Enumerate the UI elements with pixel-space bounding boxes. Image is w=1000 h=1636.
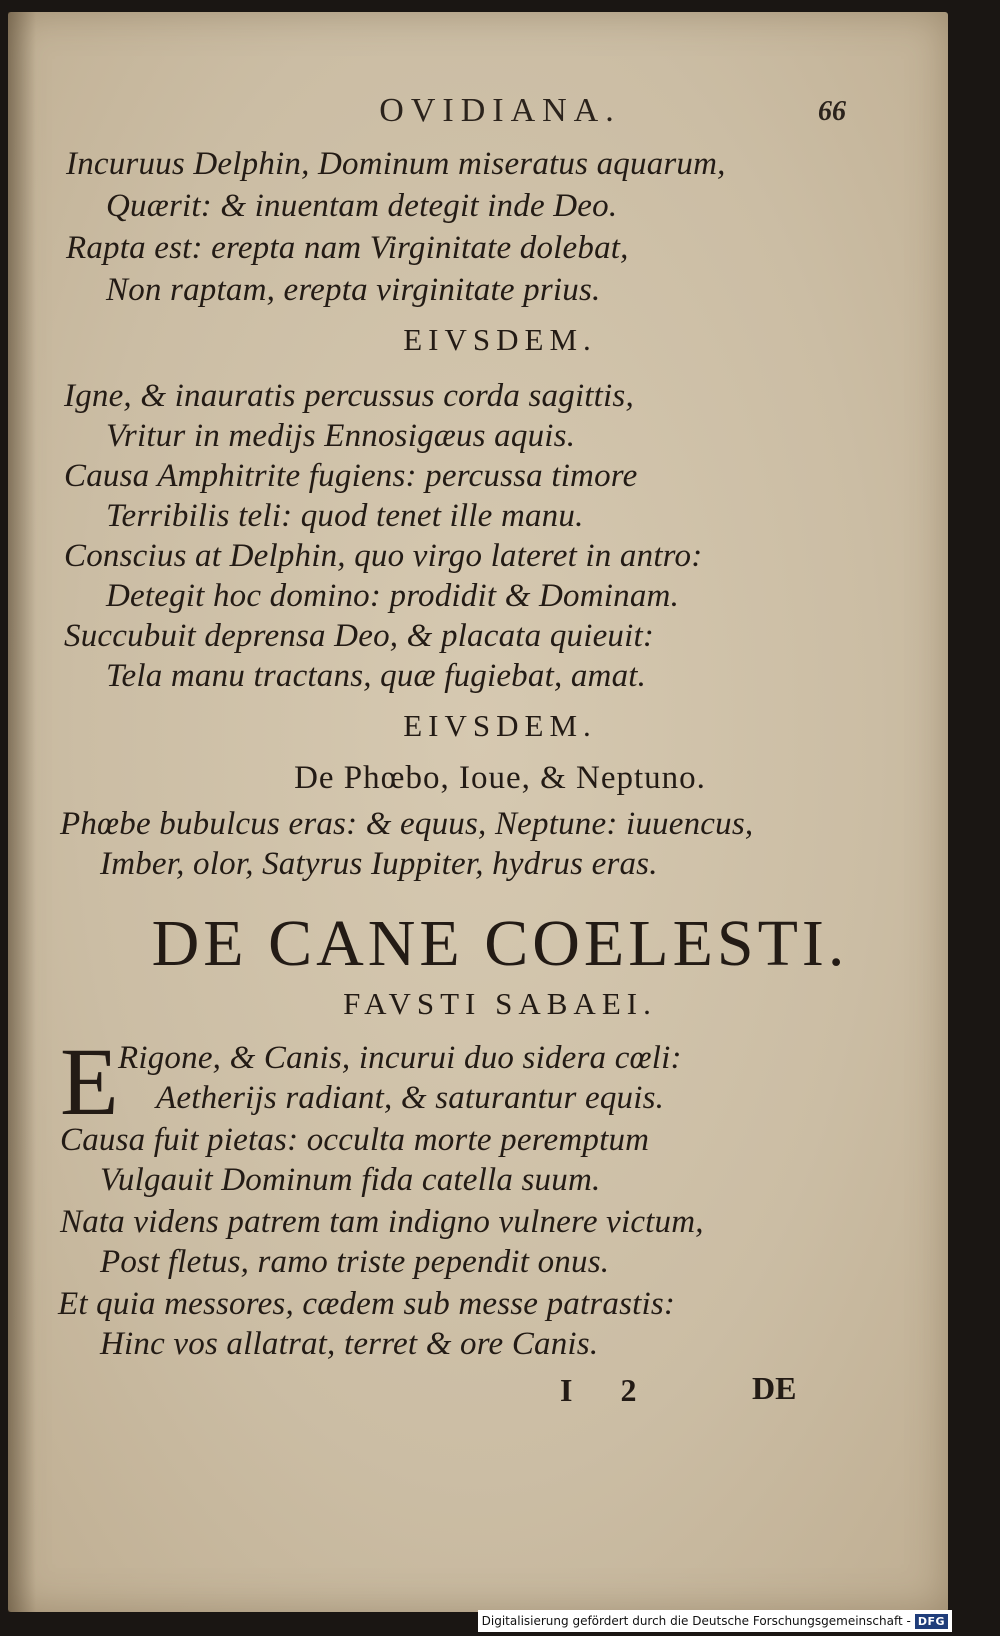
section-heading: EIVSDEM. [403, 708, 597, 743]
verse-line: Phœbe bubulcus eras: & equus, Neptune: iuuencus, [60, 806, 754, 842]
poem-title: DE CANE COELESTI. [151, 907, 849, 980]
dfg-logo-icon: DFG [915, 1614, 948, 1629]
verse-line: Conscius at Delphin, quo virgo lateret in antro: [64, 538, 703, 574]
verse-line: Non raptam, erepta virginitate prius. [106, 272, 601, 308]
credit-text: Digitalisierung gefördert durch die Deutsche Forschungsgemeinschaft - [481, 1614, 911, 1628]
page-number: 66 [818, 96, 846, 127]
verse-line: Rigone, & Canis, incurui duo sidera cœli: [118, 1040, 682, 1076]
section-heading: EIVSDEM. [403, 322, 597, 357]
verse-line: Tela manu tractans, quæ fugiebat, amat. [106, 658, 647, 694]
verse-line: Succubuit deprensa Deo, & placata quieuit: [64, 618, 655, 654]
digitization-credit [478, 1610, 952, 1632]
section-subheading: De Phœbo, Ioue, & Neptuno. [294, 760, 706, 796]
verse-line: Igne, & inauratis percussus corda sagittis, [64, 378, 634, 414]
verse-line: Rapta est: erepta nam Virginitate dolebat, [66, 230, 629, 266]
verse-line: Nata videns patrem tam indigno vulnere victum, [60, 1204, 704, 1240]
verse-line: Causa Amphitrite fugiens: percussa timore [64, 458, 638, 494]
verse-line: Vritur in medijs Ennosigæus aquis. [106, 418, 576, 454]
verse-line: Hinc vos allatrat, terret & ore Canis. [100, 1326, 599, 1362]
verse-line: Terribilis teli: quod tenet ille manu. [106, 498, 584, 534]
verse-line: Et quia messores, cædem sub messe patrastis: [58, 1286, 676, 1322]
running-head: OVIDIANA. [379, 92, 621, 129]
verse-line: Vulgauit Dominum fida catella suum. [100, 1162, 601, 1198]
verse-line: Quærit: & inuentam detegit inde Deo. [106, 188, 618, 224]
catchword: DE [752, 1370, 797, 1406]
drop-cap: E [60, 1028, 119, 1135]
verse-line: Causa fuit pietas: occulta morte peremptum [60, 1122, 650, 1158]
signature-mark: I 2 [560, 1372, 657, 1408]
verse-line: Aetherijs radiant, & saturantur equis. [156, 1080, 665, 1116]
verse-line: Post fletus, ramo triste pependit onus. [100, 1244, 610, 1280]
verse-line: Incuruus Delphin, Dominum miseratus aquarum, [66, 146, 726, 182]
verse-line: Detegit hoc domino: prodidit & Dominam. [106, 578, 680, 614]
page-gutter-shadow [8, 12, 36, 1612]
poem-author: FAVSTI SABAEI. [343, 986, 657, 1021]
verse-line: Imber, olor, Satyrus Iuppiter, hydrus eras. [100, 846, 658, 882]
